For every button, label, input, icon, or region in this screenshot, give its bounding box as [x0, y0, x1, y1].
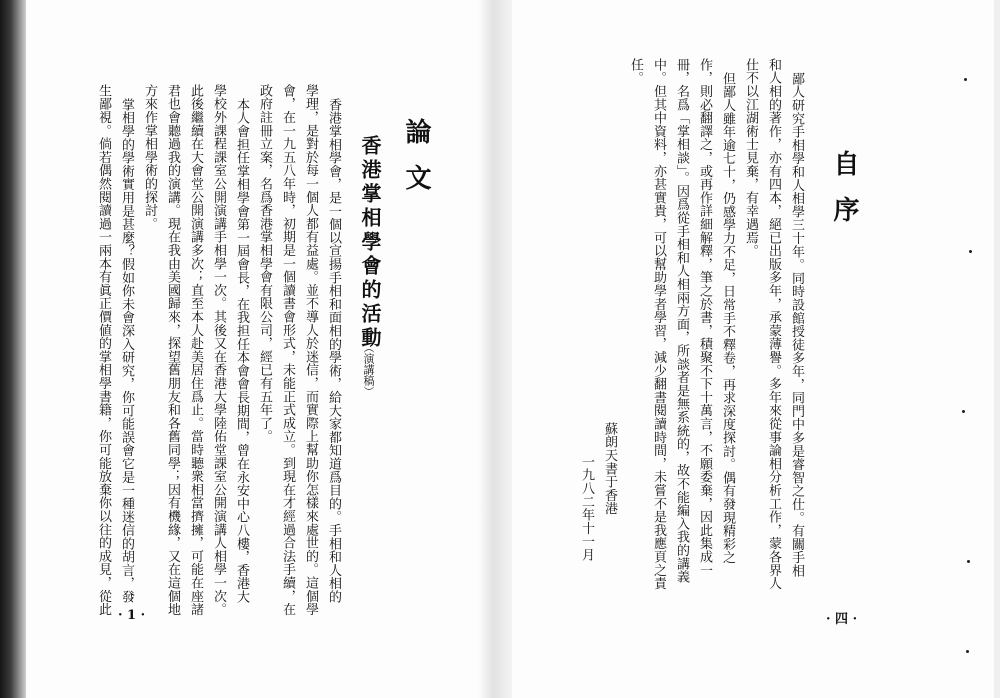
left-text-line: 掌相學的學術實用是甚麼？假如你未會深入研究，你可能誤會它是一種迷信的胡言，發	[119, 98, 134, 604]
preface-title: 自序	[829, 150, 859, 242]
left-text-line: 學理，是對於每一個人都有益處。並不導人於迷信，而實際上幫助你怎樣來處世的。這個學	[303, 84, 318, 616]
scan-speck	[969, 250, 972, 253]
left-text-line: 會，在一九五八年時，初期是一個讀書會形式，未能正式成立。到現在才經過合法手續，在	[280, 84, 295, 616]
section-title: 論文	[401, 118, 431, 210]
right-text-line: 仕不以江湖術士見棄，有幸遇焉。	[743, 58, 758, 258]
scan-speck	[962, 410, 965, 413]
right-text-line: 冊，名爲「掌相談」。因爲從手相和人相兩方面，所談者是無系統的，故不能編入我的講義	[674, 58, 689, 584]
scan-speck	[966, 650, 969, 653]
right-page-number: · 四 ·	[826, 612, 858, 627]
right-text-line: 中。但其中資料，亦甚實貴，可以幫助學者學習，減少翻書閱讀時間，未嘗不是我應頁之責	[651, 58, 666, 590]
left-text-line: 本人會担任掌相學會第一屆會長，在我担任本會會長期間，曾在永安中心八樓，香港大	[234, 98, 249, 604]
article-subtitle: （演講稿）	[362, 342, 375, 397]
scan-speck	[964, 78, 967, 81]
left-text-line: 方來作掌相學術的探討。	[142, 84, 157, 231]
left-text-line: 生鄙視。倘若偶然閱讀過一兩本有眞正價値的掌相學書籍，你可能放棄你以往的成見，從此	[96, 84, 111, 616]
right-text-line: 但鄙人雖年逾七十，仍感學力不足，日常手不釋卷，再求深度探討。偶有發現精彩之	[720, 72, 735, 565]
scan-speck	[967, 560, 970, 563]
book-binding-shadow	[0, 0, 26, 698]
left-text-line: 此後繼續在大會堂公開演講多次；直至本人赴美居住爲止。當時聽衆相當擠擁，可能在座諸	[188, 84, 203, 616]
left-text-line: 香港掌相學會，是一個以宣揚手相和面相的學術，給大家都知道爲目的。手相和人相的	[326, 98, 341, 604]
preface-date: 一九八二年十一月	[579, 455, 594, 562]
right-text-line: 作，則必翻譯之，或再作詳細解釋，筆之於書，積聚不下十萬言，不願委棄，因此集成一	[697, 58, 712, 577]
left-text-line: 君也會聽過我的演講。現在我由美國歸來，探望舊朋友和各舊同學；因有機緣，又在這個地	[165, 84, 180, 616]
article-title: 香港掌相學會的活動	[358, 135, 382, 351]
page-gutter	[478, 0, 512, 698]
left-text-line: 學校外課程課室公開演講手相學一次。其後又在香港大學陸佑堂課室公開演講人相學一次。	[211, 84, 226, 616]
right-text-line: 和人相的著作，亦有四本，絕已出版多年，承蒙薄譽。多年來從事論相分析工作，蒙各界人	[766, 58, 781, 590]
left-page-number: · 1 ·	[118, 608, 146, 623]
page-edge	[994, 0, 1000, 698]
right-text-line: 鄙人研究手相學和人相學三十年。同時設館授徒多年，同門中多是睿智之仕。有關手相	[789, 72, 804, 578]
author-signature: 蘇朗天書于香港	[602, 422, 617, 516]
right-text-line: 任。	[628, 58, 643, 85]
left-text-line: 政府註冊立案，名爲香港掌相學會有限公司，經已有五年了。	[257, 84, 272, 444]
